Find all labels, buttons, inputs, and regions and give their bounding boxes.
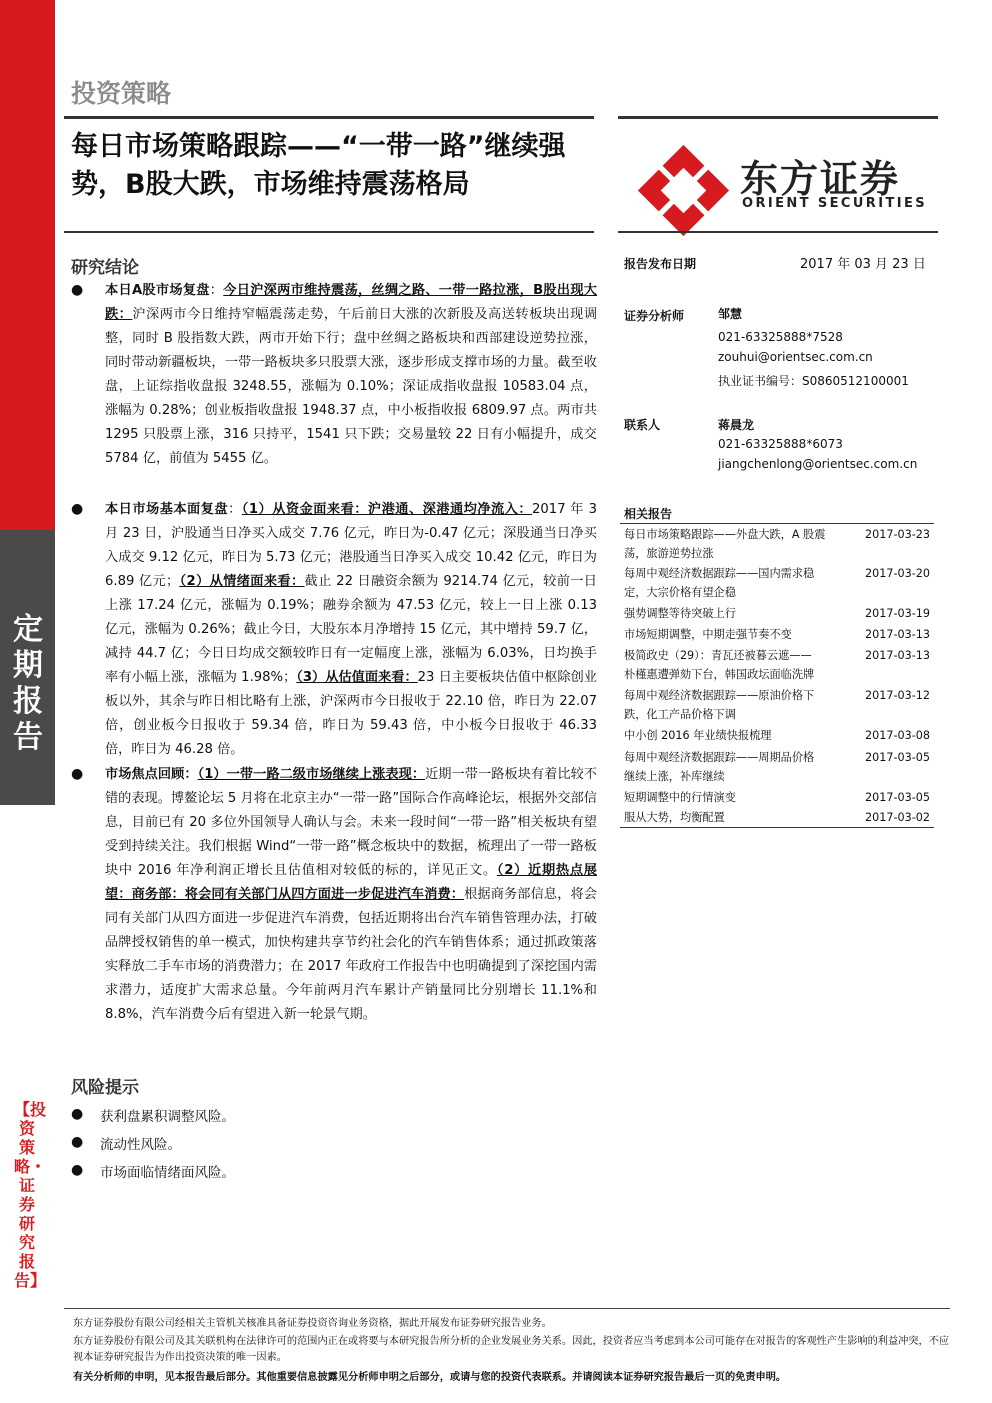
research-paragraph-2: 本日市场基本面复盘：（1）从资金面来看：沪港通、深港通均净流入：2017 年 3 月 23 日，沪股通当日净买入成交 7.76 亿元，昨日为-0.47 亿元；深股通当日净买入成交 9.12 亿元，昨日为 5.73 亿元；港股通当日净买入成交 10.42 亿元，昨日为 6.89 亿元；（2）从情绪面来看：截止 22 日融资余额为 9214.74 亿元，较前一日上涨 17.24 亿元，涨幅为 0.19%；融券余额为 47.53 亿元，较上一日上涨 0.13 亿元，涨幅为 0.26%；截止今日，大股东本月净增持 15 亿元，其中增持 59.7 亿，减持 44.7 亿；今日日均成交额较昨日有一定幅度上涨，涨幅为 6.03%，日均换手率有小幅上涨，涨幅为 1.98%；（3）从估值面来看：23 日主要板块估值中枢除创业板以外，其余与昨日相比略有上涨，沪深两市今日报收于 22.10 倍，昨日为 22.07 倍，创业板今日报收于 59.34 倍，昨日为 59.43 倍，中小板今日报收于 46.33 倍，昨日为 46.28 倍。 (105, 502, 598, 757)
related-report-item[interactable]: 每周中观经济数据跟踪——原油价格下 跌，化工产品价格下调 2017-03-12 (624, 689, 930, 721)
p1-heading: 本日A股市场复盘 (105, 283, 210, 298)
contact-name: 蒋晨龙 (718, 418, 755, 432)
p1-subheading: 今日沪深两市维持震荡，丝绸之路、一带一路拉涨，B股出现大跌： (105, 283, 597, 322)
footer-disclosure: 东方证券股份有限公司及其关联机构在法律许可的范围内正在或将要与本研究报告所分析的企业发展业务关系。因此，投资者应当考虑到本公司可能存在对报告的客观性产生影响的利益冲突，不应视本证券研究报告为作出投资决策的唯一因素。 (73, 1336, 950, 1363)
analyst-name: 邹慧 (718, 307, 743, 321)
meta-divider (618, 231, 938, 233)
bullet-dot: ● (71, 1106, 84, 1122)
p2-subheading-3: （3）从估值面来看： (296, 670, 418, 685)
p3-heading: 市场焦点回顾： (105, 767, 198, 782)
research-section-title: 研究结论 (71, 258, 139, 278)
sidebar-label: 定期报告 (13, 612, 43, 755)
related-bottom-divider (620, 827, 934, 828)
related-divider (620, 523, 934, 524)
sidebar-sublabel: 【投资策略・证券研究报告】 (14, 1100, 47, 1290)
page-title: 每日市场策略跟踪——“一带一路”继续强势，B股大跌，市场维持震荡格局 (71, 131, 566, 200)
logo-divider (618, 116, 938, 119)
p2-heading: 本日市场基本面复盘 (105, 502, 229, 517)
bullet-dot: ● (71, 766, 84, 782)
analyst-phone: 021-63325888*7528 (718, 330, 843, 344)
p3-subheading-1: （1）一带一路二级市场继续上涨表现： (197, 767, 426, 782)
logo-english-name: ORIENT SECURITIES (742, 196, 927, 211)
research-paragraph-3 (105, 763, 597, 1027)
research-paragraph-1: 本日A股市场复盘：今日沪深两市维持震荡，丝绸之路、一带一路拉涨，B股出现大跌：沪深两市今日维持窄幅震荡走势，午后前日大涨的次新股及高送转板块出现调整，同时 B 股指数大跌，两市开始下行；盘中丝绸之路板块和西部建设逆势拉涨，同时带动新疆板块，一带一路板块多只股票大涨，逐步形成支撑市场的力量。截至收盘，上证综指收盘报 3248.55，涨幅为 0.10%；深证成指收盘报 10583.04 点，涨幅为 0.28%；创业板指收盘报 1948.37 点，中小板指收报 6809.97 点。两市共 1295 只股票上涨，316 只持平，1541 只下跌；交易量较 22 日有小幅提升，成交 5784 亿，前值为 5455 亿。 (105, 283, 598, 466)
p2-subheading-1: （1）从资金面来看：沪港通、深港通均净流入： (241, 502, 533, 517)
risk-item: 获利盘累积调整风险。 (100, 1109, 235, 1125)
contact-label: 联系人 (624, 418, 661, 432)
sidebar-red-band (0, 0, 55, 530)
related-report-item[interactable]: 中小创 2016 年业绩快报梳理 2017-03-08 (624, 729, 930, 742)
p2-body-1: 2017 年 3 月 23 日，沪股通当日净买入成交 7.76 亿元，昨日为-0.47 亿元；深股通当日净买入成交 9.12 亿元，昨日为 5.73 亿元；港股通当日净买入成交 10.42 亿元，昨日为 6.89 亿元； (105, 502, 598, 589)
bullet-dot: ● (71, 501, 84, 517)
contact-phone: 021-63325888*6073 (718, 437, 843, 451)
related-reports-title: 相关报告 (624, 507, 673, 521)
bullet-dot: ● (71, 1134, 84, 1150)
related-report-item[interactable]: 每周中观经济数据跟踪——周期品价格 继续上涨，补库继续 2017-03-05 (624, 751, 930, 783)
p2-subheading-2: （2）从情绪面来看： (179, 574, 305, 589)
footer-disclaimer: 有关分析师的申明，见本报告最后部分。其他重要信息披露见分析师申明之后部分，或请与您的投资代表联系。并请阅读本证券研究报告最后一页的免责申明。 (73, 1372, 787, 1383)
contact-email[interactable]: jiangchenlong@orientsec.com.cn (718, 457, 918, 471)
related-report-item[interactable]: 极简政史（29）：青瓦还被暮云遮—— 朴槿惠遭弹劾下台，韩国政坛面临洗牌 2017-03-13 (624, 649, 930, 681)
p2-body-2: 截止 22 日融资余额为 9214.74 亿元，较前一日上涨 17.24 亿元，涨幅为 0.19%；融券余额为 47.53 亿元，较上一日上涨 0.13 亿元，涨幅为 0.26%；截止今日，大股东本月净增持 15 亿元，其中增持 59.7 亿，减持 44.7 亿；今日日均成交额较昨日有一定幅度上涨，涨幅为 6.03%，日均换手率有小幅上涨，涨幅为 1.98%； (105, 574, 597, 685)
related-report-item[interactable]: 市场短期调整，中期走强节奏不变 2017-03-13 (624, 628, 930, 641)
related-report-item[interactable]: 每日市场策略跟踪——外盘大跌，A 股震 荡，旅游逆势拉涨 2017-03-23 (624, 528, 930, 560)
risk-item: 市场面临情绪面风险。 (100, 1165, 235, 1181)
bullet-dot: ● (71, 1162, 84, 1178)
analyst-email[interactable]: zouhui@orientsec.com.cn (718, 350, 873, 364)
title-divider (64, 116, 594, 119)
footer-qualification: 东方证券股份有限公司经相关主管机关核准具备证券投资咨询业务资格，据此开展发布证券研究报告业务。 (73, 1318, 552, 1329)
sidebar-gray-band (0, 530, 55, 805)
publish-date: 2017 年 03 月 23 日 (800, 257, 926, 272)
related-report-item[interactable]: 每周中观经济数据跟踪——国内需求稳 定，大宗价格有望企稳 2017-03-20 (624, 567, 930, 599)
date-label: 报告发布日期 (624, 257, 697, 271)
report-category: 投资策略 (71, 79, 172, 108)
p2-body-3: 23 日主要板块估值中枢除创业板以外，其余与昨日相比略有上涨，沪深两市今日报收于 22.10 倍，昨日为 22.07 倍，创业板今日报收于 59.34 倍，昨日为 59.43 倍，中小板今日报收于 46.33 倍，昨日为 46.28 倍。 (105, 670, 597, 757)
risk-section-title: 风险提示 (71, 1078, 139, 1098)
bullet-dot: ● (71, 282, 84, 298)
related-report-item[interactable]: 强势调整等待突破上行 2017-03-19 (624, 607, 930, 620)
p3-subheading-2: （2）近期热点展望：商务部：将会同有关部门从四方面进一步促进汽车消费： (105, 863, 597, 902)
analyst-certificate: 执业证书编号：S0860512100001 (718, 374, 909, 388)
related-report-item[interactable]: 短期调整中的行情演变 2017-03-05 (624, 791, 930, 804)
footer-divider (64, 1308, 950, 1309)
p1-body: 沪深两市今日维持窄幅震荡走势，午后前日大涨的次新股及高送转板块出现调整，同时 B 股指数大跌，两市开始下行；盘中丝绸之路板块和西部建设逆势拉涨，同时带动新疆板块，一带一路板块多只股票大涨，逐步形成支撑市场的力量。截至收盘，上证综指收盘报 3248.55，涨幅为 0.10%；深证成指收盘报 10583.04 点，涨幅为 0.28%；创业板指收盘报 1948.37 点，中小板指收报 6809.97 点。两市共 1295 只股票上涨，316 只持平，1541 只下跌；交易量较 22 日有小幅提升，成交 5784 亿，前值为 5455 亿。 (105, 307, 598, 466)
analyst-label: 证券分析师 (624, 309, 685, 323)
p3-body-2: 根据商务部信息，将会同有关部门从四方面进一步促进汽车消费，包括近期将出台汽车销售管理办法，打破品牌授权销售的单一模式，加快构建共享节约社会化的汽车销售体系；通过抓政策落实释放二手车市场的消费潜力；在 2017 年政府工作报告中也明确提到了深挖国内需求潜力，适度扩大需求总量。今年前两月汽车累计产销量同比分别增长 11.1%和 8.8%，汽车消费今后有望进入新一轮景气期。 (105, 887, 597, 1022)
risk-item: 流动性风险。 (100, 1137, 181, 1153)
p3-body-1: 近期一带一路板块有着比较不错的表现。博鳌论坛 5 月将在北京主办“一带一路”国际合作高峰论坛，根据外交部信息，目前已有 20 多位外国领导人确认与会。未来一段时间“一带一路”相关板块有望受到持续关注。我们根据 Wind“一带一路”概念板块中的数据，梳理出了一带一路板块中 2016 年净利润正增长且估值相对较低的标的，详见正文。 (105, 767, 597, 878)
orient-logo-icon (636, 143, 731, 238)
section-divider (64, 231, 594, 233)
logo-chinese-name: 东方证券 (740, 157, 901, 201)
related-report-item[interactable]: 服从大势，均衡配置 2017-03-02 (624, 811, 930, 824)
